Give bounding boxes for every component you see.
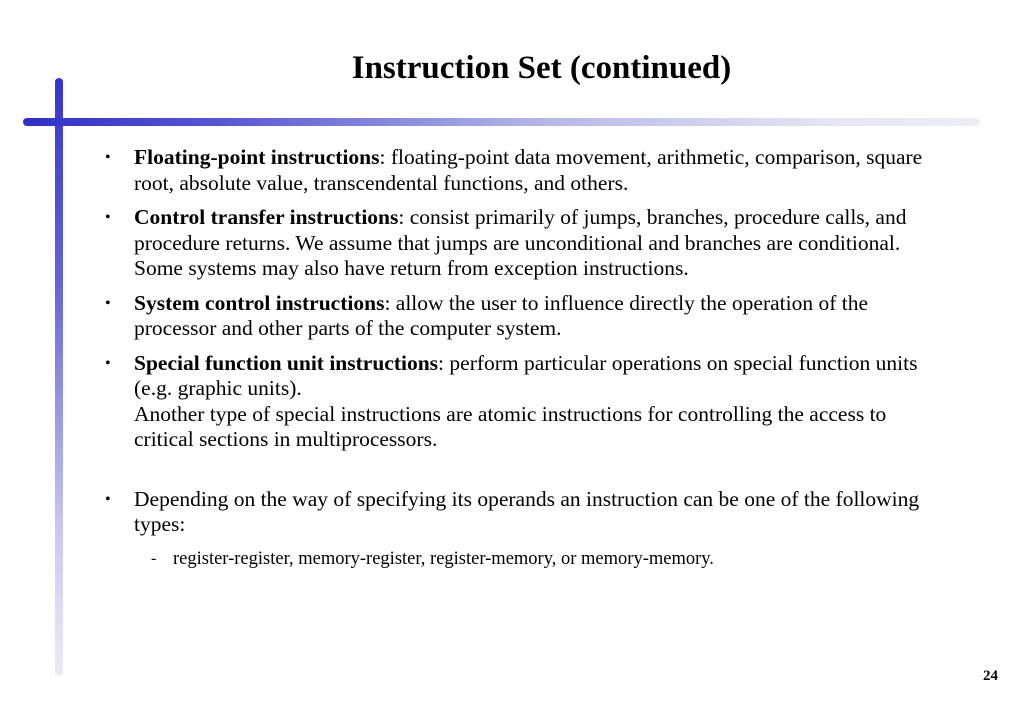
bullet-text: : perform particular operations on special function units (e.g. graphic units). xyxy=(134,350,918,400)
bullet-operand-types xyxy=(105,487,925,538)
bullet-control-transfer xyxy=(105,205,925,282)
bullet-marker: • xyxy=(105,149,111,166)
bullet-marker: • xyxy=(105,490,111,508)
slide-title: Instruction Set (continued) xyxy=(351,50,732,86)
bullet-term: System control instructions xyxy=(134,290,385,315)
bullet-text: : allow the user to influence directly the operation of the processor and other parts of the computer system. xyxy=(134,290,869,340)
horizontal-accent-bar xyxy=(23,118,980,126)
bullet-term: Special function unit instructions xyxy=(134,350,439,375)
bullet-text: Depending on the way of specifying its operands an instruction can be one of the following types: xyxy=(134,486,920,536)
bullet-text: : consist primarily of jumps, branches, procedure calls, and procedure returns. We assume that jumps are unconditional and branches are conditional. Some systems may also have return from exception instructions. xyxy=(134,205,907,280)
slide-content xyxy=(105,145,925,571)
bullet-system-control xyxy=(105,291,925,342)
bullet-special-function xyxy=(105,351,925,453)
bullet-marker: • xyxy=(105,209,111,226)
bullet-term: Control transfer instructions xyxy=(134,205,399,229)
bullet-term: Floating-point instructions xyxy=(134,145,380,169)
sub-bullet-text: register-register, memory-register, register-memory, or memory-memory. xyxy=(173,548,714,569)
bullet-extra-text: Another type of special instructions are atomic instructions for controlling the access to critical sections in multiprocessors. xyxy=(134,401,887,451)
vertical-accent-bar xyxy=(55,78,63,676)
sub-bullet-marker: - xyxy=(151,549,157,567)
bullet-text: : floating-point data movement, arithmetic, comparison, square root, absolute value, transcendental functions, and others. xyxy=(134,145,923,195)
bullet-marker: • xyxy=(105,294,111,312)
page-number: 24 xyxy=(983,668,998,684)
bullet-floating-point xyxy=(105,145,925,196)
sub-bullet-operand-list xyxy=(105,547,925,571)
bullet-marker: • xyxy=(105,354,111,372)
